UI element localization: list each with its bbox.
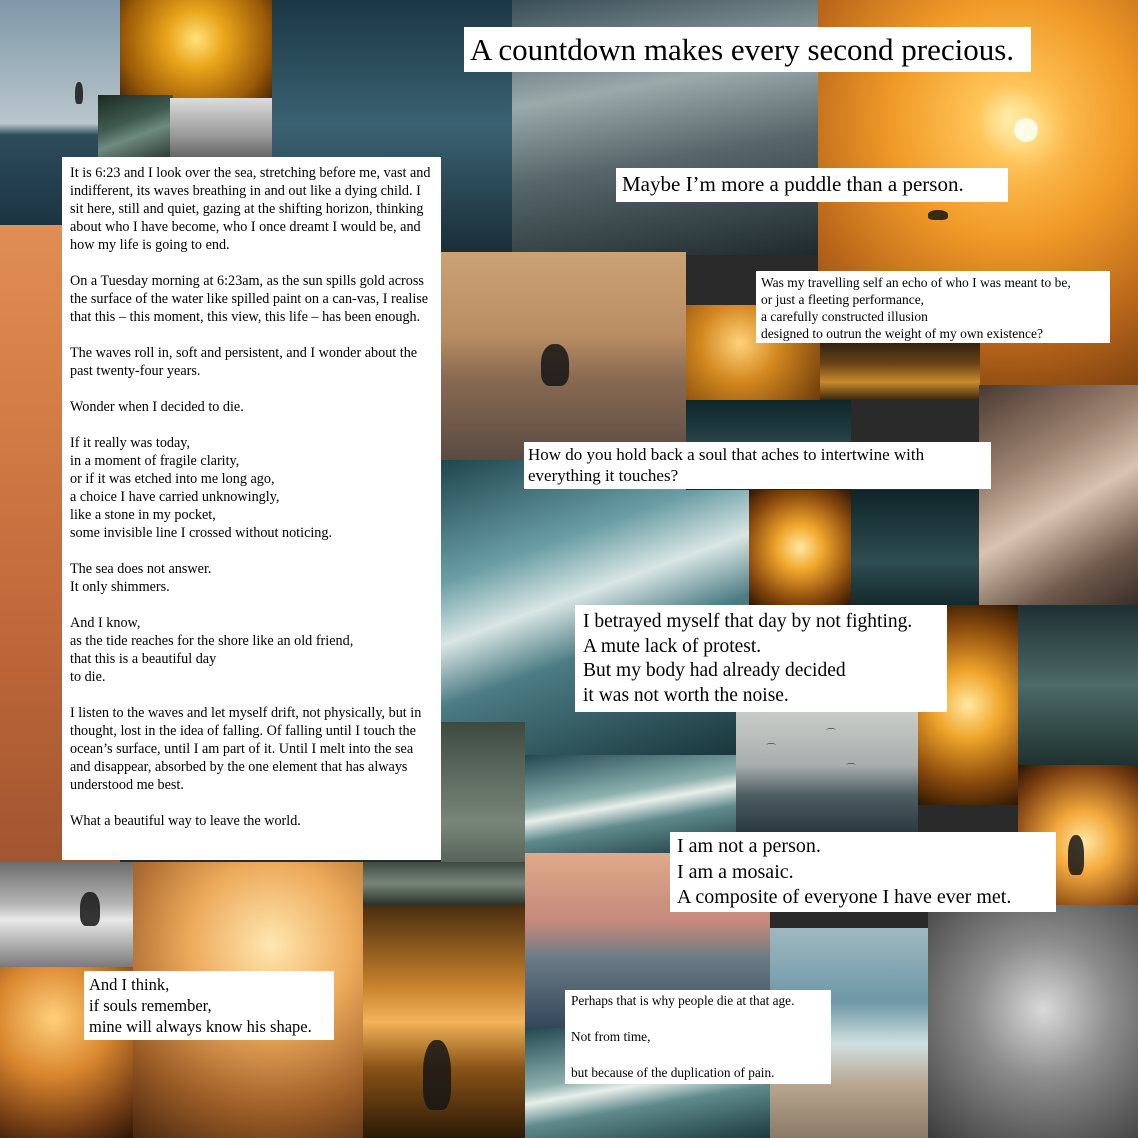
story-text-block	[62, 157, 441, 860]
bird-icon: ⌒	[846, 764, 856, 775]
silhouette-figure	[1068, 835, 1084, 875]
betrayed-quote: I betrayed myself that day by not fighting. A mute lack of protest. But my body had already decided it was not worth the noise.	[575, 605, 947, 712]
story-paragraph: The sea does not answer. It only shimmers.	[70, 561, 212, 595]
story-paragraph: On a Tuesday morning at 6:23am, as the sun spills gold across the surface of the water like spilled paint on a can-vas, I realise that this – this moment, this view, this life – has been enough.	[70, 273, 429, 325]
story-paragraph: I listen to the waves and let myself drift, not physically, but in thought, lost in the idea of falling. Of falling until I touch the ocean’s surface, until I am part of it. Until I melt into the sea and disappear, absorbed by the one element that has always understood me best.	[70, 705, 422, 793]
diver-figure	[75, 82, 83, 104]
mosaic-quote: I am not a person. I am a mosaic. A composite of everyone I have ever met.	[670, 832, 1056, 912]
story-paragraph: If it really was today, in a moment of fragile clarity, or if it was etched into me long ago, a choice I have carried unknowingly, like a stone in my pocket, some invisible line I crossed without noticing.	[70, 435, 333, 541]
woman-profile-photo	[851, 490, 979, 610]
soul-quote: How do you hold back a soul that aches to intertwine with everything it touches?	[524, 442, 991, 489]
puddle-quote: Maybe I’m more a puddle than a person.	[616, 168, 1008, 202]
swimmer-sunset-photo	[441, 252, 686, 460]
dark-amber-photo	[820, 340, 980, 400]
reaching-hand-photo	[1018, 605, 1138, 765]
dark-rock-photo	[98, 95, 173, 160]
swimmer-figure	[541, 344, 569, 386]
bird-icon: ⌒	[826, 729, 836, 740]
story-paragraph: And I know, as the tide reaches for the shore like an old friend, that this is a beautiful day to die.	[70, 615, 354, 685]
bw-beach-girl-photo	[0, 862, 133, 967]
bw-floating-photo	[928, 905, 1138, 1138]
gray-woman-photo	[170, 98, 272, 160]
title-quote: A countdown makes every second precious.	[464, 27, 1031, 72]
pain-quote: Perhaps that is why people die at that age. Not from time, but because of the duplication of pain.	[565, 990, 831, 1084]
seated-figure	[80, 892, 100, 926]
woman-rock-photo	[979, 385, 1138, 605]
story-paragraph: Wonder when I decided to die.	[70, 399, 244, 415]
golden-sea-girl-photo	[363, 905, 525, 1138]
jumper-figure	[928, 210, 948, 220]
wading-figure	[423, 1040, 451, 1110]
story-paragraph: What a beautiful way to leave the world.	[70, 813, 301, 829]
golden-sparkle-photo	[749, 490, 851, 605]
bird-icon: ⌒	[766, 744, 776, 755]
birds-sea-photo	[736, 710, 918, 832]
driftwood-photo	[363, 862, 525, 905]
golden-drop-photo	[120, 0, 272, 98]
story-paragraph: It is 6:23 and I look over the sea, stretching before me, vast and indifferent, its waves breathing in and out like a dying child. I sit here, still and quiet, gazing at the shifting horizon, thinking about who I have become, who I once dreamt I would be, and how my life is going to end.	[70, 165, 431, 253]
travelling-quote: Was my travelling self an echo of who I was meant to be, or just a fleeting performance, a carefully constructed illusion designed to outrun the weight of my own existence?	[756, 271, 1110, 343]
sun-glow	[1014, 118, 1038, 142]
shape-quote: And I think, if souls remember, mine will always know his shape.	[84, 971, 334, 1040]
story-paragraph: The waves roll in, soft and persistent, and I wonder about the past twenty-four years.	[70, 345, 418, 379]
